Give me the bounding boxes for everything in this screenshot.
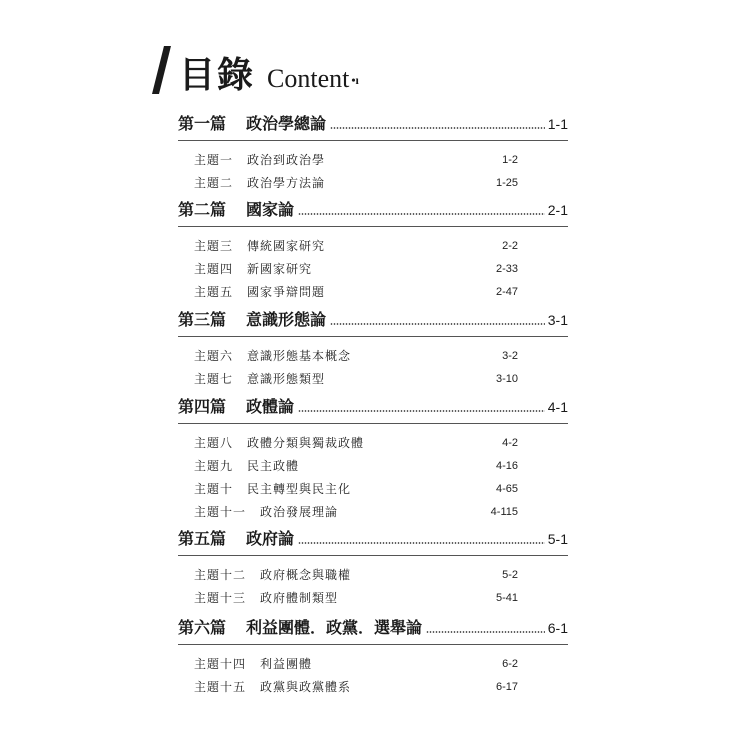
section-divider xyxy=(178,423,568,424)
topic-title: 意識形態基本概念 xyxy=(247,349,352,363)
section-title: 利益團體．政黨．選舉論 xyxy=(246,618,423,637)
topic-title: 傳統國家研究 xyxy=(247,239,326,253)
topic-title: 政府概念與職權 xyxy=(260,568,352,582)
section-page: 5-1 xyxy=(547,531,568,547)
section-page: 1-1 xyxy=(547,116,568,132)
topic-title: 國家爭辯問題 xyxy=(247,285,326,299)
section-heading[interactable] xyxy=(178,309,568,331)
topic-row[interactable] xyxy=(194,237,518,255)
topic-number: 主題十四 xyxy=(194,657,247,671)
section-title: 政體論 xyxy=(246,397,295,416)
topic-row[interactable] xyxy=(194,678,518,696)
topic-row[interactable] xyxy=(194,655,518,673)
topic-title: 新國家研究 xyxy=(247,262,313,276)
section-title: 意識形態論 xyxy=(246,310,327,329)
section-divider xyxy=(178,336,568,337)
topic-number: 主題五 xyxy=(194,285,234,299)
page-marker: •ı xyxy=(351,73,359,87)
section-number: 第三篇 xyxy=(178,310,227,329)
dot-leader xyxy=(330,127,545,129)
topic-page: 1-2 xyxy=(502,154,518,166)
section-page: 3-1 xyxy=(547,312,568,328)
dot-leader xyxy=(298,542,545,544)
topic-row[interactable] xyxy=(194,480,518,498)
topic-page: 4-16 xyxy=(495,460,518,472)
topic-page: 6-2 xyxy=(502,658,518,670)
topic-page: 5-41 xyxy=(495,592,518,604)
section-heading[interactable] xyxy=(178,617,568,639)
section-divider xyxy=(178,555,568,556)
topic-page: 4-115 xyxy=(490,506,518,518)
section-divider xyxy=(178,644,568,645)
topic-row[interactable] xyxy=(194,370,518,388)
dot-leader xyxy=(426,631,545,633)
section-divider xyxy=(178,140,568,141)
dot-leader xyxy=(330,323,545,325)
topic-number: 主題三 xyxy=(194,239,234,253)
topic-row[interactable] xyxy=(194,260,518,278)
page-title: 目錄 xyxy=(179,55,256,96)
topic-number: 主題四 xyxy=(194,262,234,276)
section-number: 第四篇 xyxy=(178,397,227,416)
topic-number: 主題七 xyxy=(194,372,234,386)
topic-row[interactable] xyxy=(194,589,518,607)
topic-number: 主題十五 xyxy=(194,680,247,694)
section-number: 第一篇 xyxy=(178,114,227,133)
section-title: 政府論 xyxy=(246,529,295,548)
topic-title: 政府體制類型 xyxy=(260,591,339,605)
topic-row[interactable] xyxy=(194,566,518,584)
topic-page: 5-2 xyxy=(502,569,518,581)
topic-title: 政黨與政黨體系 xyxy=(260,680,352,694)
topic-number: 主題十三 xyxy=(194,591,247,605)
topic-page: 3-2 xyxy=(502,350,518,362)
topic-row[interactable] xyxy=(194,503,518,521)
section-title: 國家論 xyxy=(246,200,295,219)
topic-page: 1-25 xyxy=(495,177,518,189)
section-title: 政治學總論 xyxy=(246,114,327,133)
topic-row[interactable] xyxy=(194,283,518,301)
topic-row[interactable] xyxy=(194,347,518,365)
topic-page: 4-65 xyxy=(495,483,518,495)
topic-title: 政治發展理論 xyxy=(260,505,339,519)
topic-number: 主題十二 xyxy=(194,568,247,582)
topic-number: 主題十 xyxy=(194,482,234,496)
topic-number: 主題八 xyxy=(194,436,234,450)
topic-row[interactable] xyxy=(194,174,518,192)
section-heading[interactable] xyxy=(178,199,568,221)
topic-row[interactable] xyxy=(194,457,518,475)
section-heading[interactable] xyxy=(178,528,568,550)
topic-title: 政體分類與獨裁政體 xyxy=(247,436,365,450)
topic-title: 意識形態類型 xyxy=(247,372,326,386)
dot-leader xyxy=(298,213,545,215)
topic-page: 2-47 xyxy=(495,286,518,298)
page-title-english: Content xyxy=(267,64,350,93)
section-page: 4-1 xyxy=(547,399,568,415)
section-number: 第六篇 xyxy=(178,618,227,637)
topic-row[interactable] xyxy=(194,151,518,169)
section-heading[interactable] xyxy=(178,396,568,418)
topic-title: 政治學方法論 xyxy=(247,176,326,190)
section-number: 第五篇 xyxy=(178,529,227,548)
topic-title: 利益團體 xyxy=(260,657,313,671)
topic-number: 主題九 xyxy=(194,459,234,473)
topic-title: 政治到政治學 xyxy=(247,153,326,167)
section-divider xyxy=(178,226,568,227)
dot-leader xyxy=(298,410,545,412)
topic-page: 2-2 xyxy=(502,240,518,252)
section-number: 第二篇 xyxy=(178,200,227,219)
topic-title: 民主政體 xyxy=(247,459,300,473)
topic-number: 主題二 xyxy=(194,176,234,190)
section-page: 2-1 xyxy=(547,202,568,218)
topic-page: 3-10 xyxy=(495,373,518,385)
topic-number: 主題一 xyxy=(194,153,234,167)
topic-row[interactable] xyxy=(194,434,518,452)
topic-title: 民主轉型與民主化 xyxy=(247,482,352,496)
topic-page: 6-17 xyxy=(495,681,518,693)
section-heading[interactable] xyxy=(178,113,568,135)
topic-page: 2-33 xyxy=(495,263,518,275)
section-page: 6-1 xyxy=(547,620,568,636)
topic-number: 主題十一 xyxy=(194,505,247,519)
topic-page: 4-2 xyxy=(502,437,518,449)
topic-number: 主題六 xyxy=(194,349,234,363)
